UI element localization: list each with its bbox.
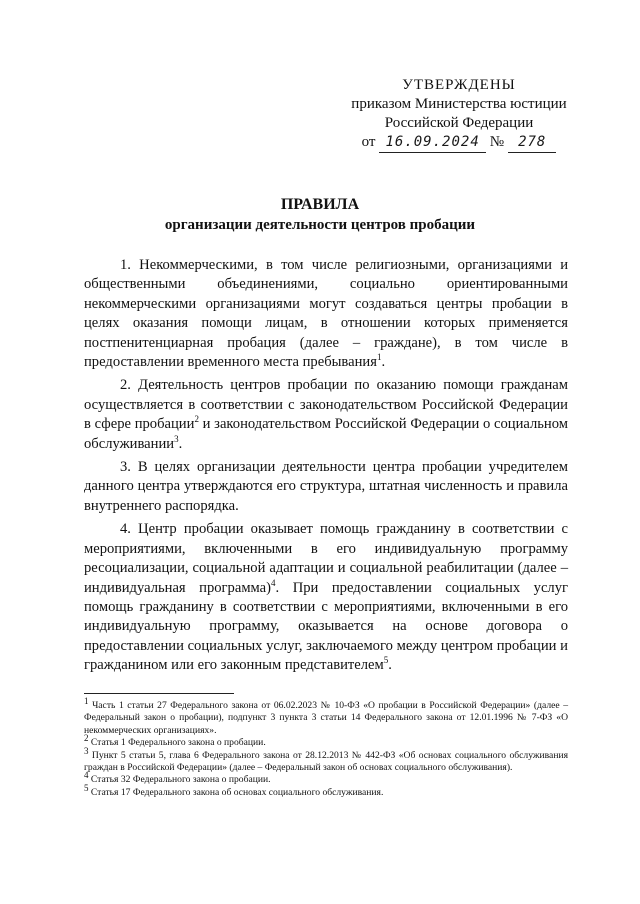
from-label: от bbox=[361, 134, 376, 150]
footnote-ref: 4 bbox=[271, 577, 276, 588]
approved-heading: УТВЕРЖДЕНЫ bbox=[402, 77, 516, 93]
paragraph-4: 4. Центр пробации оказывает помощь гражданину в соответствии с мероприятиями, включенными в его индивидуальную программу ресоциализации, социальной адаптации и социальной реабилитации (далее – индивидуальная программа)$^4$. При предоставлении социальных услуг помощь гражданину в соответствии с мероприятиями, включенными в его индивидуальную программу, оказывается на основе договора о предоставлении социальных услуг, заключаемого между центром пробации и гражданином или его законным представителем$^5$. bbox=[84, 521, 568, 674]
footnote-ref: 3 bbox=[174, 433, 179, 444]
order-number: 278 bbox=[508, 133, 556, 153]
paragraph-3: 3. В целях организации деятельности центра пробации учредителем данного центра утверждаются его структура, штатная численность и правила внутреннего распорядка. bbox=[84, 459, 568, 514]
paragraph-1: 1. Некоммерческими, в том числе религиозными, организациями и общественными объединениями, социально ориентированными некоммерческими организациями могут создаваться центры пробации в целях оказания помощи лицам, в отношении которых применяется постпенитенциарная пробация (далее – граждане), в том числе в предоставлении временного места пребывания$^1$. bbox=[84, 257, 568, 371]
footnotes bbox=[84, 695, 568, 799]
order-date-number bbox=[340, 133, 578, 153]
footnote-4: $^4$ Статья 32 Федерального закона о пробации. bbox=[84, 770, 271, 786]
title-main: ПРАВИЛА bbox=[280, 196, 360, 213]
order-date: 16.09.2024 bbox=[379, 133, 485, 153]
document-body bbox=[84, 256, 568, 680]
footnote-ref: 5 bbox=[383, 655, 389, 666]
title-subtitle: организации деятельности центров пробации bbox=[164, 217, 476, 233]
footnote-divider bbox=[84, 693, 234, 694]
document-title bbox=[0, 195, 640, 235]
footnote-ref: 1 bbox=[376, 352, 382, 363]
approval-stamp bbox=[340, 76, 578, 153]
order-line-2: Российской Федерации bbox=[384, 115, 534, 131]
number-sign: № bbox=[489, 134, 505, 150]
footnote-ref: 2 bbox=[194, 414, 199, 425]
footnote-1: $^1$ Часть 1 статьи 27 Федерального закона от 06.02.2023 № 10-ФЗ «О пробации в Российской Федерации» (далее – Федеральный закон о пробации), подпункт 3 пункта 3 статьи 14 Федерального закона от 12.01.1996 № 7-ФЗ «О некоммерческих организациях». bbox=[84, 695, 568, 736]
footnote-2: $^2$ Статья 1 Федерального закона о пробации. bbox=[84, 733, 266, 749]
footnote-5: $^5$ Статья 17 Федерального закона об основах социального обслуживания. bbox=[84, 782, 384, 798]
paragraph-2: 2. Деятельность центров пробации по оказанию помощи гражданам осуществляется в соответствии с законодательством Российской Федерации в сфере пробации$^2$ и законодательством Российской Федерации о социальном обслуживании$^3$. bbox=[84, 377, 568, 452]
footnote-3: $^3$ Пункт 5 статьи 5, глава 6 Федерального закона от 28.12.2013 № 442-ФЗ «Об основах социального обслуживания граждан в Российской Федерации» (далее – Федеральный закон об основах социального обслуживания). bbox=[84, 745, 568, 774]
order-line-1: приказом Министерства юстиции bbox=[351, 96, 567, 112]
